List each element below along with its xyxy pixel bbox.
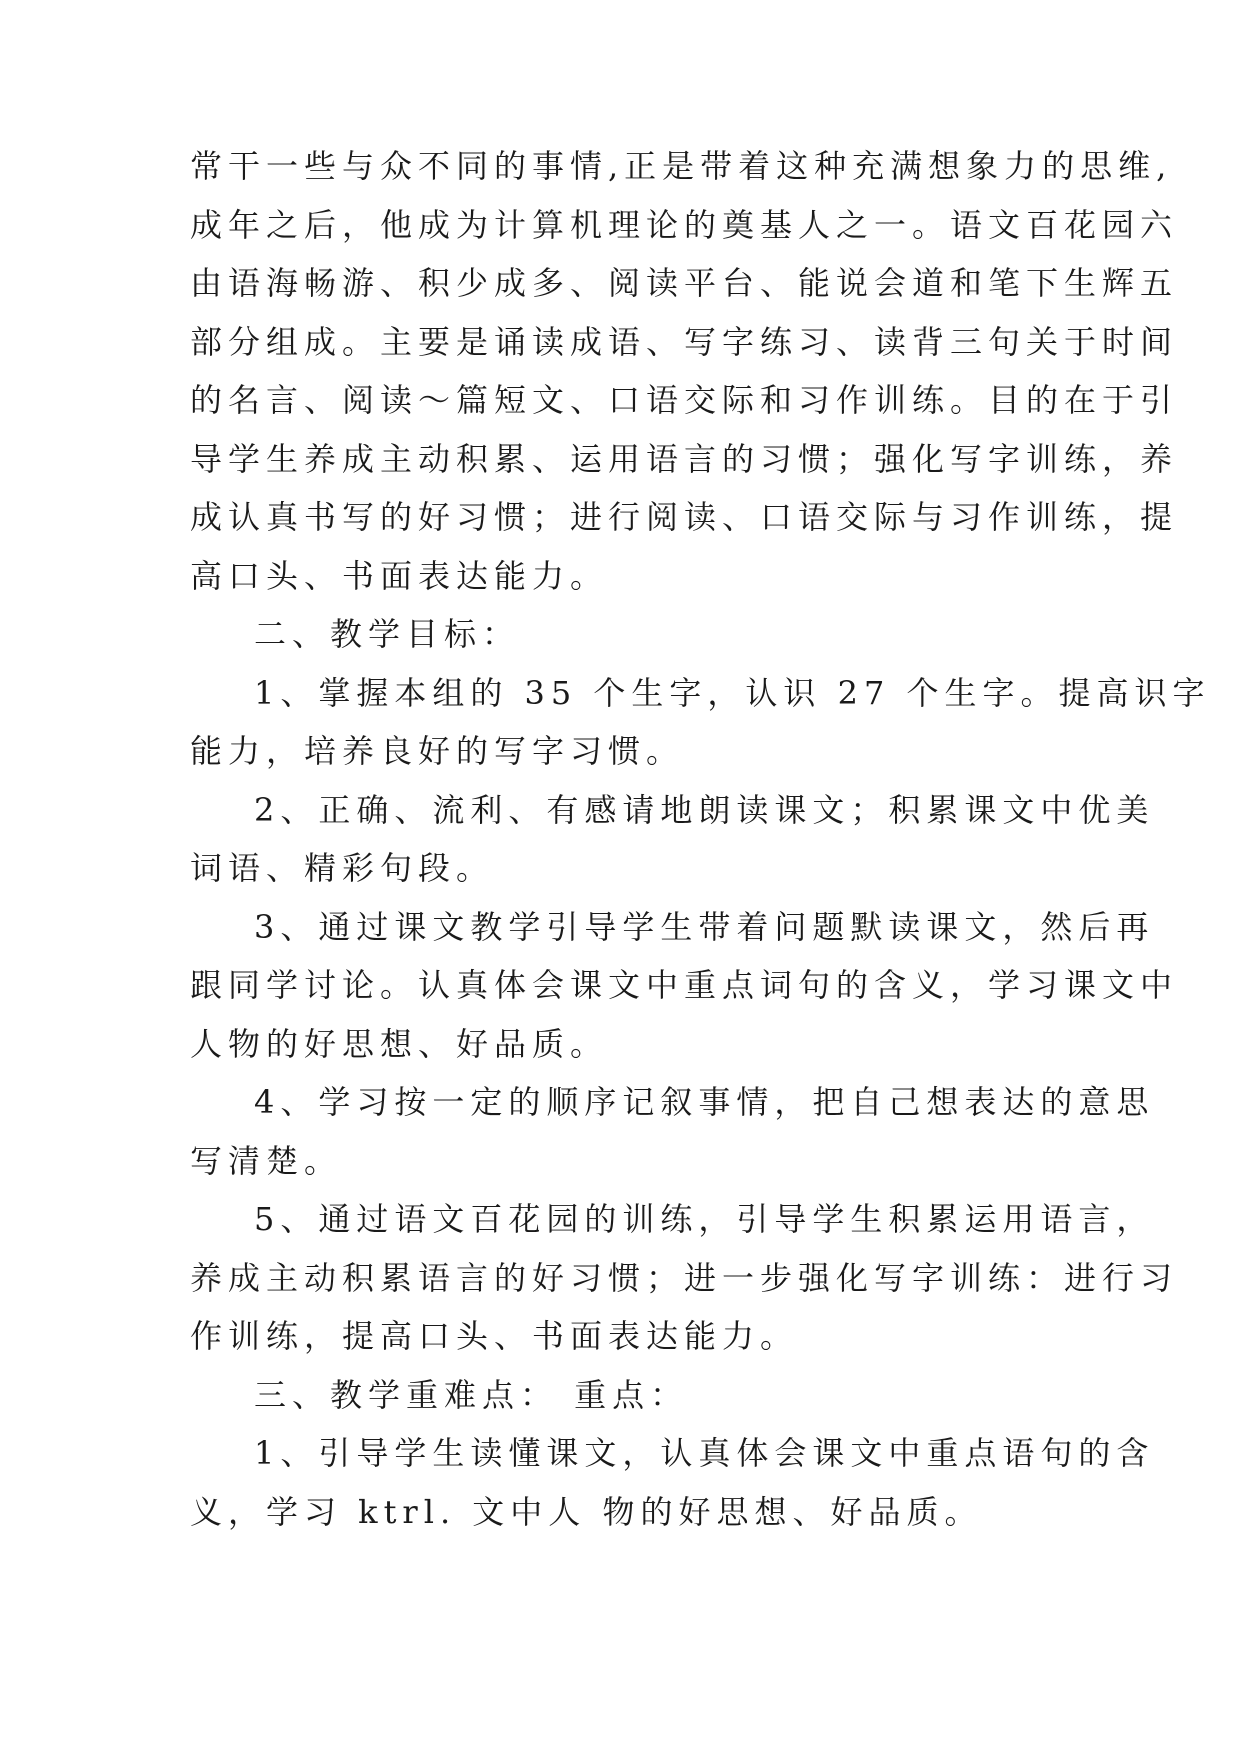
text-line: 义，学习 ktrl. 文中人 物的好思想、好品质。 bbox=[190, 1492, 983, 1531]
text-line: 成认真书写的好习惯；进行阅读、口语交际与习作训练，提 bbox=[190, 498, 1179, 536]
text-line: 常干一些与众不同的事情,正是带着这种充满想象力的思维, bbox=[190, 147, 1173, 185]
goal-item-3: 3、通过课文教学引导学生带着问题默读课文，然后再 bbox=[254, 907, 1155, 946]
text-line: 写清楚。 bbox=[190, 1141, 343, 1180]
body-text bbox=[190, 137, 1211, 1541]
text-line: 高口头、书面表达能力。 bbox=[190, 556, 609, 595]
goal-item-4: 4、学习按一定的顺序记叙事情，把自己想表达的意思 bbox=[254, 1083, 1155, 1121]
text-line: 部分组成。主要是诵读成语、写字练习、读背三句关于时间 bbox=[190, 322, 1179, 361]
text-line: 由语海畅游、积少成多、阅读平台、能说会道和笔下生辉五 bbox=[190, 264, 1179, 302]
text-line: 导学生养成主动积累、运用语言的习惯；强化写字训练，养 bbox=[190, 439, 1179, 478]
goal-item-1: 1、掌握本组的 35 个生字，认识 27 个生字。提高识字 bbox=[254, 673, 1211, 712]
section-heading-key-points: 三、教学重难点： 重点： bbox=[254, 1375, 689, 1414]
text-line: 人物的好思想、好品质。 bbox=[190, 1024, 609, 1063]
text-line: 词语、精彩句段。 bbox=[190, 849, 495, 887]
text-line: 的名言、阅读～篇短文、口语交际和习作训练。目的在于引 bbox=[190, 381, 1179, 419]
goal-item-2: 2、正确、流利、有感请地朗读课文；积累课文中优美 bbox=[254, 790, 1155, 829]
text-line: 作训练，提高口头、书面表达能力。 bbox=[190, 1317, 799, 1355]
text-line: 成年之后，他成为计算机理论的奠基人之一。语文百花园六 bbox=[190, 205, 1179, 244]
section-heading-teaching-goals: 二、教学目标： bbox=[254, 615, 521, 653]
text-line: 跟同学讨论。认真体会课文中重点词句的含义，学习课文中 bbox=[190, 966, 1179, 1004]
text-line: 养成主动积累语言的好习惯；进一步强化写字训练：进行习 bbox=[190, 1258, 1179, 1297]
text-line: 能力，培养良好的写字习惯。 bbox=[190, 732, 685, 770]
goal-item-5: 5、通过语文百花园的训练，引导学生积累运用语言， bbox=[254, 1200, 1155, 1238]
key-point-item-1: 1、引导学生读懂课文，认真体会课文中重点语句的含 bbox=[254, 1434, 1155, 1472]
